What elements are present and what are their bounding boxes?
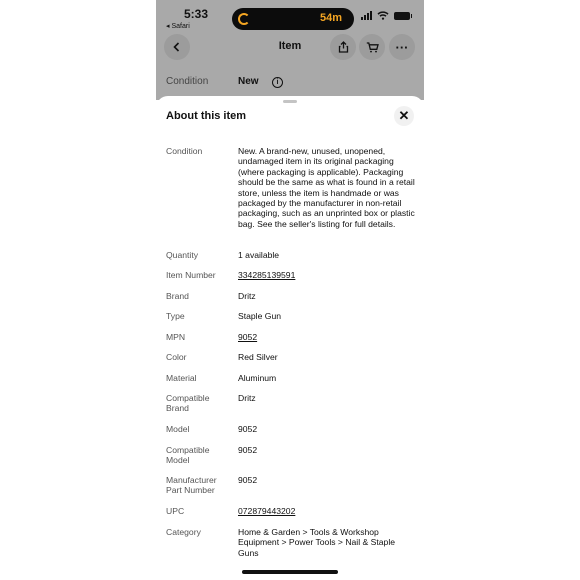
sheet-title: About this item: [166, 110, 247, 122]
spec-label: Brand: [166, 291, 189, 301]
spec-label: Material: [166, 373, 197, 383]
more-button[interactable]: [389, 34, 415, 60]
wifi-icon: [377, 11, 389, 20]
live-activity-timer: 54m: [319, 12, 342, 24]
spec-label: Type: [166, 311, 185, 321]
back-to-safari-link[interactable]: ◂ Safari: [166, 23, 190, 30]
spec-label: Compatible Brand: [166, 393, 210, 414]
status-bar: [156, 0, 424, 34]
cellular-signal-icon: [361, 11, 372, 20]
condition-value: New: [238, 76, 259, 87]
spec-label: MPN: [166, 332, 186, 342]
spec-value: New. A brand-new, unused, unopened, undamaged item in its original packaging (where packaging is applicable). Packaging should be the same as what is found in a retail store, unless the item is handmade or was packaged by the manufacturer in non-retail packaging, such as an unprinted box or plastic bag. See the seller's listing for full details.: [238, 146, 415, 229]
upc-link[interactable]: 072879443202: [238, 506, 296, 516]
cart-button[interactable]: [359, 34, 385, 60]
close-button[interactable]: [394, 106, 414, 126]
spec-label: Condition: [166, 146, 203, 156]
activity-timer-icon: [238, 13, 250, 25]
dynamic-island[interactable]: [232, 8, 354, 30]
more-icon: ···: [395, 39, 409, 55]
page-title: Item: [278, 40, 302, 52]
spec-value: Aluminum: [238, 373, 277, 383]
spec-label: Category: [166, 527, 201, 537]
spec-label: Item Number: [166, 270, 216, 280]
battery-icon: [394, 12, 410, 20]
spec-label: Color: [166, 352, 187, 362]
item-number-link[interactable]: 334285139591: [238, 270, 296, 280]
status-time: 5:33: [184, 7, 209, 21]
sheet-grabber[interactable]: [283, 100, 297, 103]
spec-value: Red Silver: [238, 352, 278, 362]
home-indicator[interactable]: [242, 570, 338, 574]
spec-value: 9052: [238, 445, 258, 455]
condition-label: Condition: [166, 76, 209, 87]
spec-value: Dritz: [238, 291, 256, 301]
close-icon: ✕: [398, 108, 410, 123]
spec-label: Compatible Model: [166, 445, 210, 466]
info-icon[interactable]: i: [272, 77, 283, 88]
share-button[interactable]: [330, 34, 356, 60]
about-item-sheet: [156, 96, 424, 580]
spec-label: Quantity: [166, 250, 199, 260]
share-icon: [338, 41, 349, 53]
spec-value: Staple Gun: [238, 311, 281, 321]
spec-value: Dritz: [238, 393, 256, 403]
system-icons: [361, 11, 410, 20]
cart-icon: [366, 42, 379, 53]
nav-bar: [156, 34, 424, 62]
spec-label: Manufacturer Part Number: [166, 475, 217, 496]
phone-screen: [156, 0, 424, 580]
spec-value: 9052: [238, 475, 258, 485]
spec-label: UPC: [166, 506, 185, 516]
spec-value: Home & Garden > Tools & Workshop Equipment > Power Tools > Nail & Staple Guns: [238, 527, 396, 558]
mpn-link[interactable]: 9052: [238, 332, 258, 342]
spec-value: 1 available: [238, 250, 280, 260]
spec-label: Model: [166, 424, 190, 434]
spec-value: 9052: [238, 424, 258, 434]
